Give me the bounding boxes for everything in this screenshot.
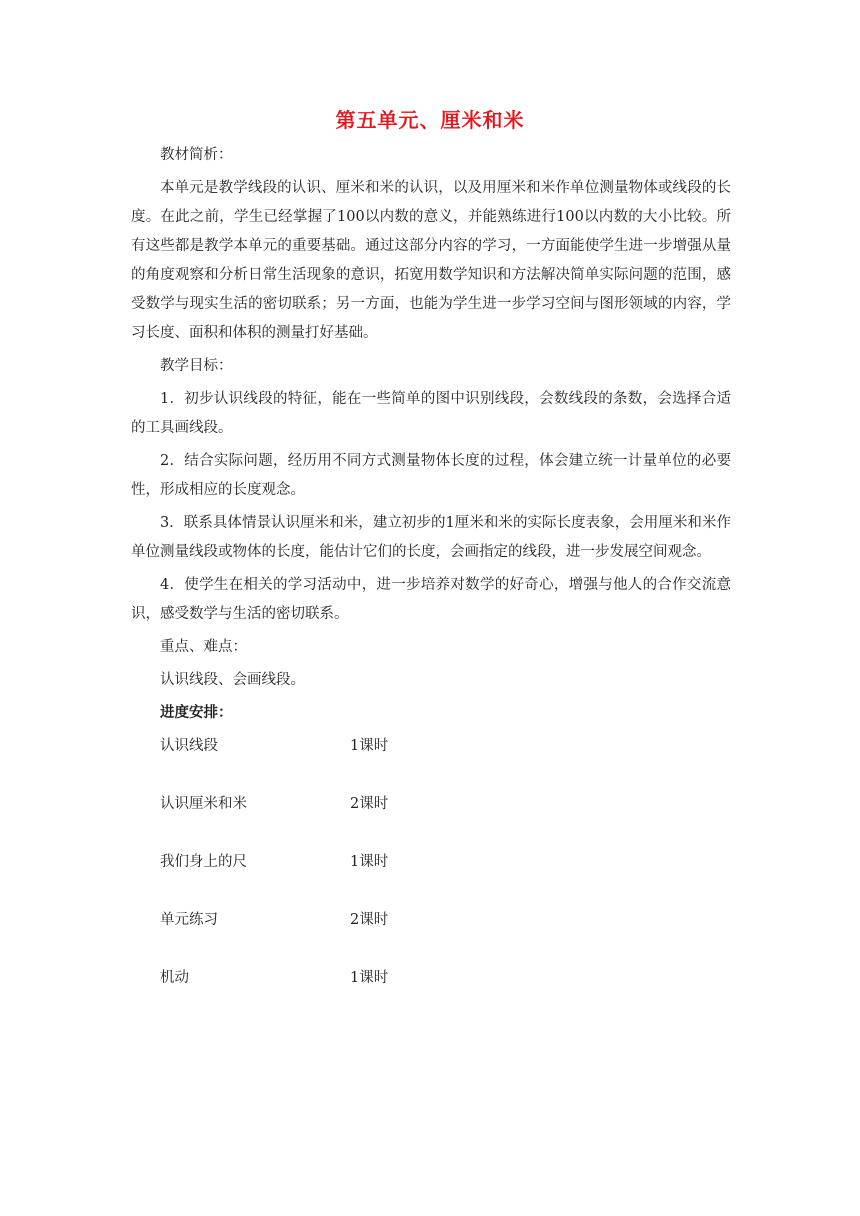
schedule-row (160, 964, 731, 1022)
key-points-heading: 重点、难点： (160, 639, 247, 655)
schedule-item-hours: 2课时 (350, 912, 389, 928)
goal-item-2: 2．结合实际问题，经历用不同方式测量物体长度的过程，体会建立统一计量单位的必要性，形成相应的长度观念。 (131, 453, 731, 498)
schedule-item-hours: 2课时 (350, 796, 389, 812)
schedule-table (160, 732, 731, 1022)
schedule-item-name: 机动 (160, 970, 189, 986)
page-title: 第五单元、厘米和米 (335, 108, 525, 132)
key-points-text: 认识线段、会画线段。 (160, 672, 305, 688)
schedule-item-name: 我们身上的尺 (160, 854, 247, 870)
schedule-row (160, 906, 731, 964)
goal-item-4: 4．使学生在相关的学习活动中，进一步培养对数学的好奇心，增强与他人的合作交流意识，感受数学与生活的密切联系。 (131, 577, 731, 622)
schedule-item-name: 单元练习 (160, 912, 218, 928)
document-body (131, 141, 731, 1022)
schedule-row (160, 790, 731, 848)
schedule-item-name: 认识厘米和米 (160, 796, 247, 812)
goals-heading: 教学目标： (160, 358, 233, 374)
schedule-row (160, 732, 731, 790)
schedule-row (160, 848, 731, 906)
schedule-item-hours: 1课时 (350, 854, 389, 870)
goal-item-3: 3．联系具体情景认识厘米和米，建立初步的1厘米和米的实际长度表象，会用厘米和米作单位测量线段或物体的长度，能估计它们的长度，会画指定的线段，进一步发展空间观念。 (131, 515, 731, 560)
schedule-item-hours: 1课时 (350, 738, 389, 754)
schedule-heading: 进度安排： (160, 705, 233, 721)
analysis-heading: 教材简析： (160, 147, 233, 163)
schedule-item-hours: 1课时 (350, 970, 389, 986)
schedule-item-name: 认识线段 (160, 738, 218, 754)
analysis-paragraph: 本单元是教学线段的认识、厘米和米的认识，以及用厘米和米作单位测量物体或线段的长度。在此之前，学生已经掌握了100以内数的意义，并能熟练进行100以内数的大小比较。所有这些都是教学本单元的重要基础。通过这部分内容的学习，一方面能使学生进一步增强从量的角度观察和分析日常生活现象的意识，拓宽用数学知识和方法解决简单实际问题的范围，感受数学与现实生活的密切联系；另一方面，也能为学生进一步学习空间与图形领域的内容，学习长度、面积和体积的测量打好基础。 (131, 180, 731, 341)
goal-item-1: 1．初步认识线段的特征，能在一些简单的图中识别线段，会数线段的条数，会选择合适的工具画线段。 (131, 391, 731, 436)
